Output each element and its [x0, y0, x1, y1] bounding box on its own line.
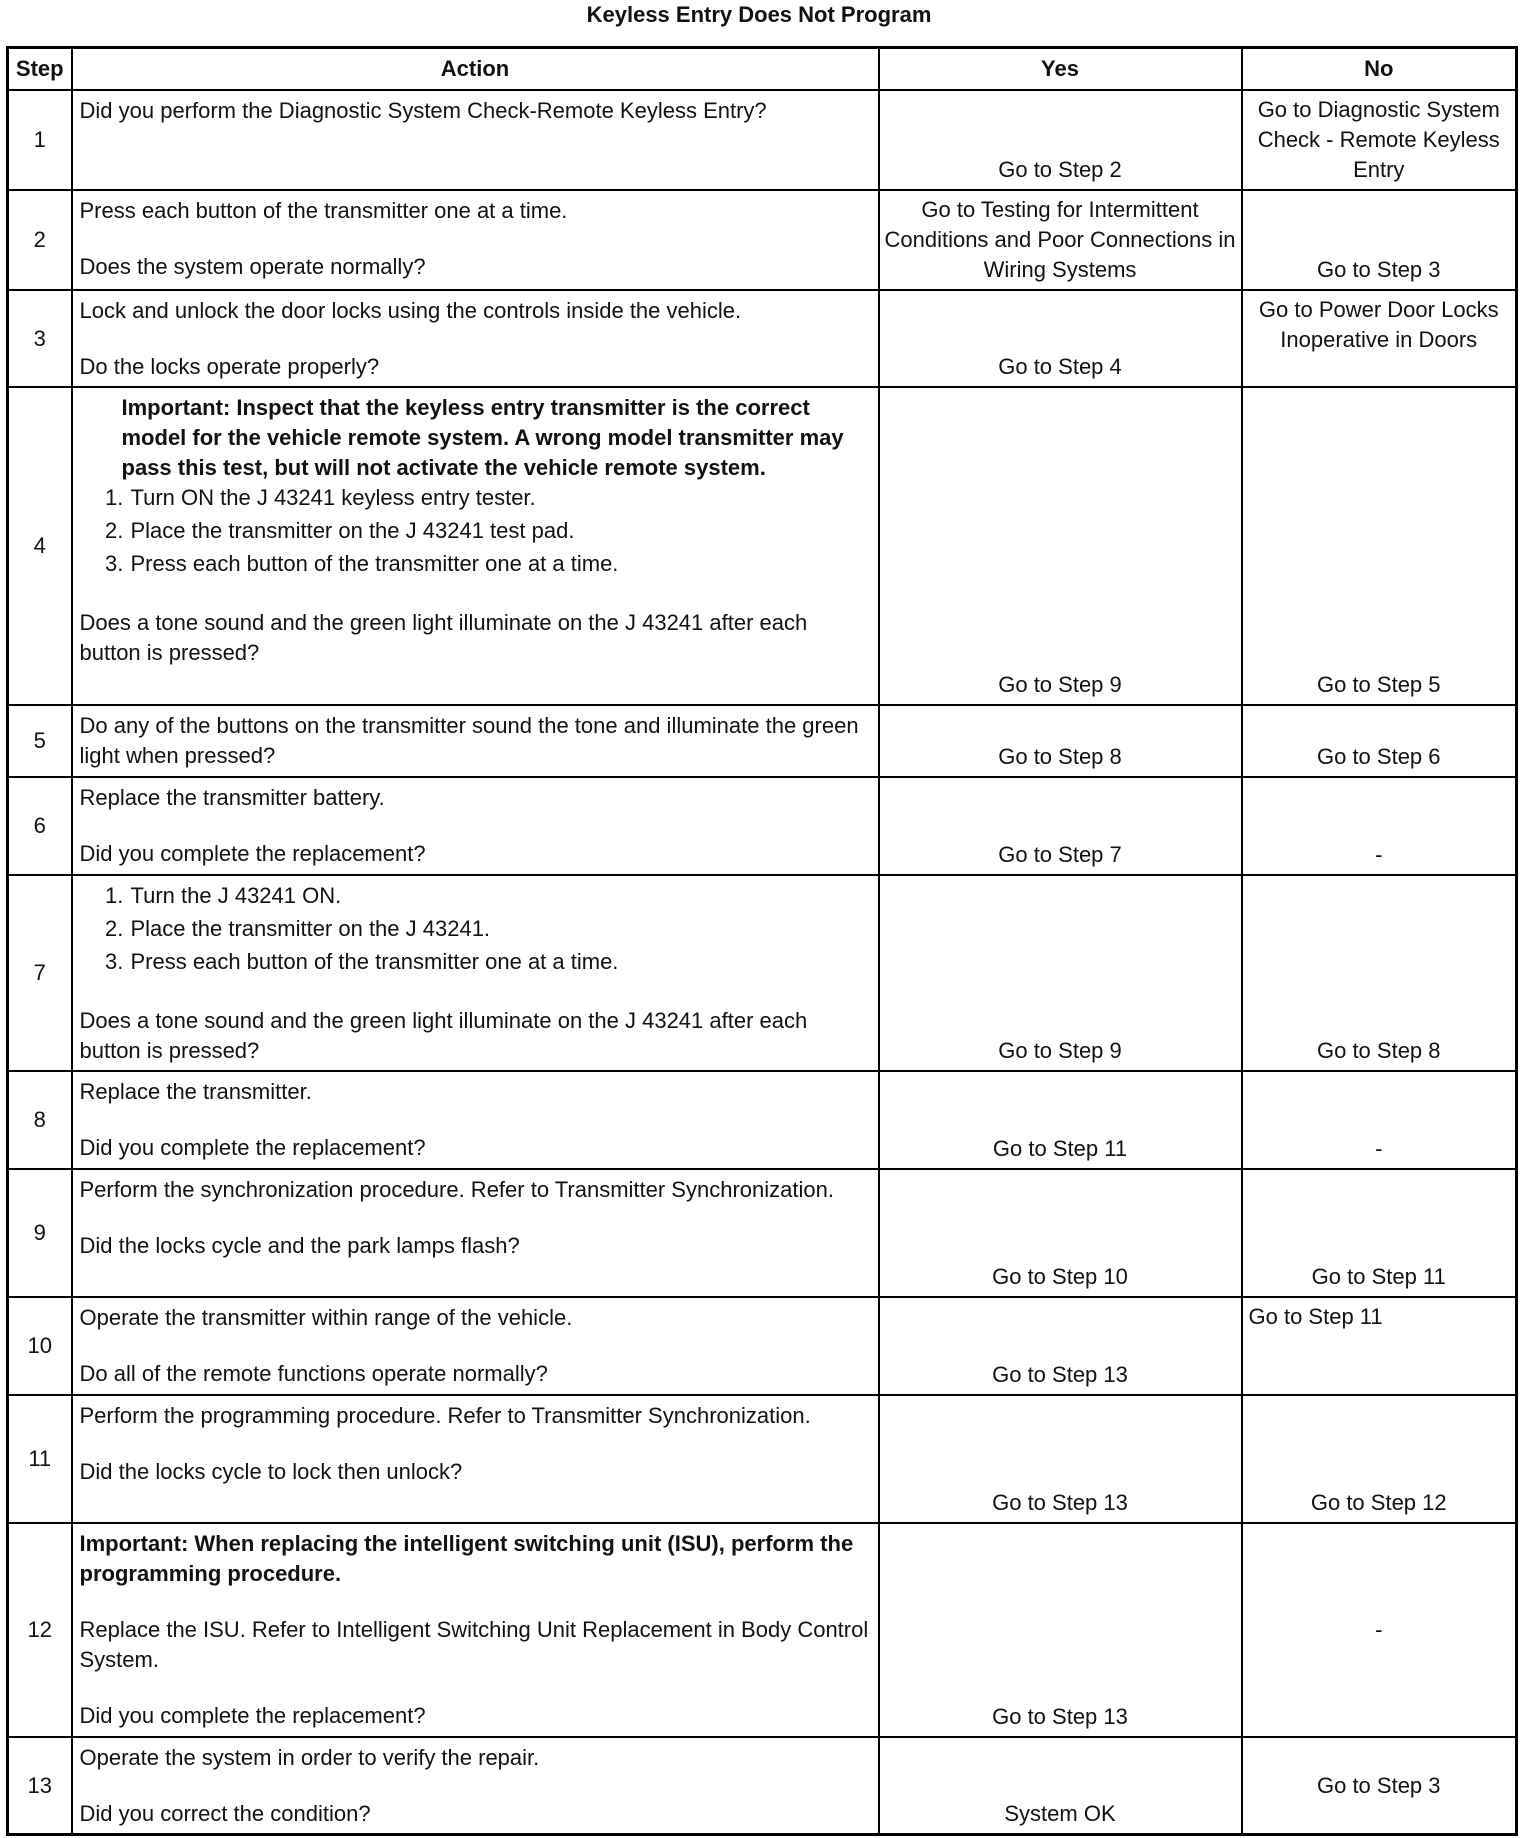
yes-cell: Go to Step 9: [879, 875, 1242, 1071]
action-text: Lock and unlock the door locks using the controls inside the vehicle.: [79, 298, 742, 323]
list-item: 3. Press each button of the transmitter one at a time.: [130, 947, 870, 977]
step-number: 6: [8, 777, 72, 875]
table-row: [8, 1523, 1517, 1737]
list-item: 3. Press each button of the transmitter one at a time.: [130, 549, 870, 579]
list-item: 1. Turn the J 43241 ON.: [130, 881, 870, 911]
no-cell: Go to Power Door Locks Inoperative in Doors: [1242, 290, 1517, 387]
no-cell: Go to Step 6: [1242, 705, 1517, 777]
action-cell: [72, 290, 879, 387]
no-cell: Go to Step 3: [1242, 1737, 1517, 1835]
no-cell: Go to Step 12: [1242, 1395, 1517, 1523]
important-note: Important: Inspect that the keyless entry transmitter is the correct model for the vehicle remote system. A wrong model transmitter may pass this test, but will not activate the vehicle remote system.: [121, 395, 844, 480]
table-row: [8, 387, 1517, 705]
yes-cell: Go to Step 13: [879, 1297, 1242, 1395]
action-text: Do any of the buttons on the transmitter sound the tone and illuminate the green light when pressed?: [79, 713, 859, 768]
action-cell: [72, 1737, 879, 1835]
step-number: 12: [8, 1523, 72, 1737]
step-number: 2: [8, 190, 72, 290]
action-cell: [72, 90, 879, 190]
action-text: Did you perform the Diagnostic System Check-Remote Keyless Entry?: [79, 98, 767, 123]
step-number: 8: [8, 1071, 72, 1169]
action-text: Operate the system in order to verify the repair.: [79, 1745, 540, 1770]
action-question: Did the locks cycle to lock then unlock?: [79, 1459, 463, 1484]
yes-cell: Go to Step 7: [879, 777, 1242, 875]
no-cell: -: [1242, 777, 1517, 875]
step-number: 7: [8, 875, 72, 1071]
no-cell: Go to Step 5: [1242, 387, 1517, 705]
list-item: 2. Place the transmitter on the J 43241.: [130, 914, 870, 944]
no-cell: Go to Step 3: [1242, 190, 1517, 290]
yes-cell: Go to Step 13: [879, 1523, 1242, 1737]
action-text: Replace the transmitter battery.: [79, 785, 385, 810]
table-row: [8, 1737, 1517, 1835]
action-text: Replace the ISU. Refer to Intelligent Switching Unit Replacement in Body Control System.: [79, 1617, 869, 1672]
step-number: 9: [8, 1169, 72, 1297]
no-cell: -: [1242, 1071, 1517, 1169]
page-title: Keyless Entry Does Not Program: [586, 2, 932, 27]
action-question: Do all of the remote functions operate normally?: [79, 1361, 548, 1386]
yes-cell: Go to Testing for Intermittent Conditions and Poor Connections in Wiring Systems: [879, 190, 1242, 290]
action-question: Does a tone sound and the green light illuminate on the J 43241 after each button is pressed?: [79, 1008, 808, 1063]
action-question: Does the system operate normally?: [79, 254, 426, 279]
action-cell: [72, 1297, 879, 1395]
table-row: [8, 1071, 1517, 1169]
header-step: Step: [8, 48, 72, 91]
table-row: [8, 190, 1517, 290]
list-item: 1. Turn ON the J 43241 keyless entry tester.: [130, 483, 870, 513]
action-question: Did you complete the replacement?: [79, 1703, 426, 1728]
important-note: Important: When replacing the intelligent switching unit (ISU), perform the programming procedure.: [79, 1531, 854, 1586]
no-cell: -: [1242, 1523, 1517, 1737]
action-question: Did you correct the condition?: [79, 1801, 371, 1826]
action-text: Press each button of the transmitter one at a time.: [79, 198, 568, 223]
step-number: 10: [8, 1297, 72, 1395]
table-row: [8, 1395, 1517, 1523]
yes-cell: Go to Step 13: [879, 1395, 1242, 1523]
procedure-list: [80, 483, 870, 579]
table-row: [8, 290, 1517, 387]
action-cell: [72, 875, 879, 1071]
table-row: [8, 90, 1517, 190]
header-action: Action: [72, 48, 879, 91]
step-number: 11: [8, 1395, 72, 1523]
action-question: Did you complete the replacement?: [79, 1135, 426, 1160]
yes-cell: Go to Step 2: [879, 90, 1242, 190]
action-question: Does a tone sound and the green light illuminate on the J 43241 after each button is pressed?: [79, 610, 808, 665]
header-no: No: [1242, 48, 1517, 91]
action-question: Did the locks cycle and the park lamps flash?: [79, 1233, 520, 1258]
step-number: 5: [8, 705, 72, 777]
no-cell: Go to Step 11: [1242, 1169, 1517, 1297]
yes-cell: Go to Step 4: [879, 290, 1242, 387]
table-row: [8, 1169, 1517, 1297]
action-question: Did you complete the replacement?: [79, 841, 426, 866]
yes-cell: System OK: [879, 1737, 1242, 1835]
action-cell: [72, 190, 879, 290]
action-cell: [72, 1169, 879, 1297]
action-cell: [72, 1395, 879, 1523]
action-cell: [72, 777, 879, 875]
no-cell: Go to Step 11: [1242, 1297, 1517, 1395]
step-number: 4: [8, 387, 72, 705]
action-cell: [72, 387, 879, 705]
yes-cell: Go to Step 9: [879, 387, 1242, 705]
yes-cell: Go to Step 10: [879, 1169, 1242, 1297]
step-number: 3: [8, 290, 72, 387]
action-cell: [72, 1071, 879, 1169]
action-cell: [72, 705, 879, 777]
step-number: 1: [8, 90, 72, 190]
table-row: [8, 1297, 1517, 1395]
yes-cell: Go to Step 8: [879, 705, 1242, 777]
action-question: Do the locks operate properly?: [79, 354, 380, 379]
table-row: [8, 875, 1517, 1071]
table-row: [8, 777, 1517, 875]
table-row: [8, 705, 1517, 777]
yes-cell: Go to Step 11: [879, 1071, 1242, 1169]
no-cell: Go to Diagnostic System Check - Remote Keyless Entry: [1242, 90, 1517, 190]
action-text: Operate the transmitter within range of the vehicle.: [79, 1305, 573, 1330]
list-item: 2. Place the transmitter on the J 43241 test pad.: [130, 516, 870, 546]
table-header-row: [8, 48, 1517, 91]
action-cell: [72, 1523, 879, 1737]
procedure-list: [80, 881, 870, 977]
no-cell: Go to Step 8: [1242, 875, 1517, 1071]
action-text: Perform the synchronization procedure. Refer to Transmitter Synchronization.: [79, 1177, 834, 1202]
step-number: 13: [8, 1737, 72, 1835]
diagnostic-table: [6, 46, 1518, 1836]
action-text: Replace the transmitter.: [79, 1079, 312, 1104]
header-yes: Yes: [879, 48, 1242, 91]
action-text: Perform the programming procedure. Refer to Transmitter Synchronization.: [79, 1403, 811, 1428]
